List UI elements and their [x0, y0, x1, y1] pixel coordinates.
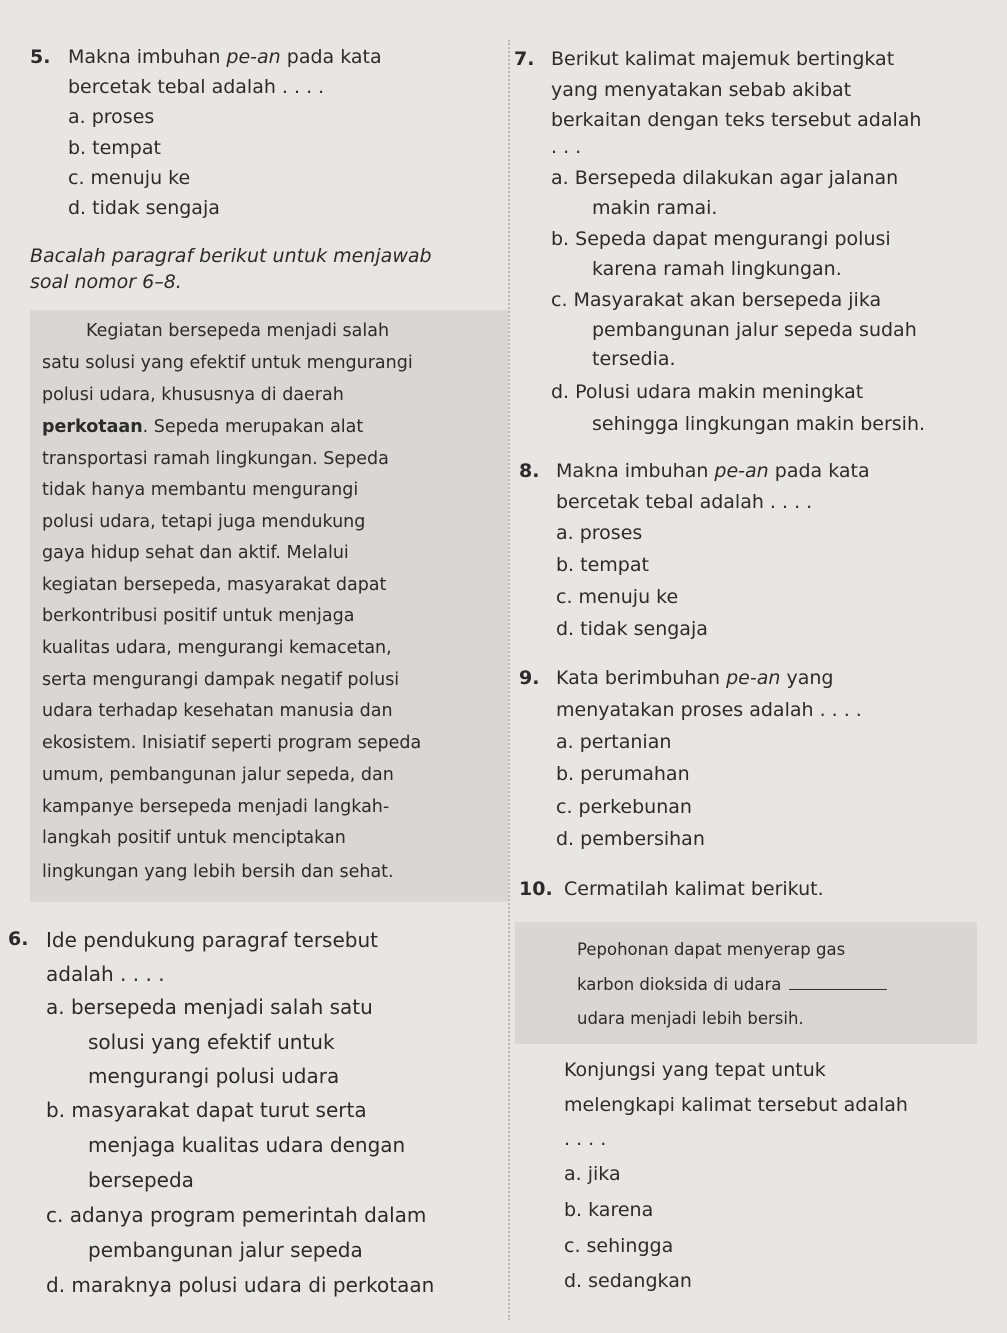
q10-stem-line1: Cermatilah kalimat berikut.	[564, 878, 824, 900]
passage-line: ekosistem. Inisiatif seperti program sepeda	[42, 733, 422, 753]
q10-box-line3: udara menjadi lebih bersih.	[577, 1009, 804, 1028]
q10-stem-line2: Konjungsi yang tepat untuk	[564, 1059, 826, 1081]
q6-option-a[interactable]: a. bersepeda menjadi salah satu	[46, 995, 373, 1019]
q5-stem-line1	[68, 46, 382, 68]
q5-stem-line2: bercetak tebal adalah . . . .	[68, 76, 325, 98]
q10-option-a[interactable]: a. jika	[564, 1163, 621, 1185]
q7-stem-line2: yang menyatakan sebab akibat	[551, 79, 852, 101]
q6-stem-line1: Ide pendukung paragraf tersebut	[46, 928, 378, 952]
passage-line: kegiatan bersepeda, masyarakat dapat	[42, 575, 387, 595]
column-divider	[508, 40, 510, 1320]
q5-option-d[interactable]: d. tidak sengaja	[68, 197, 220, 219]
q10-box-line2-text: karbon dioksida di udara	[577, 975, 782, 994]
passage-line: udara terhadap kesehatan manusia dan	[42, 701, 393, 721]
q10-blank-field[interactable]	[789, 989, 887, 990]
q8-stem-italic: pe-an	[714, 460, 769, 482]
instruction-line1: Bacalah paragraf berikut untuk menjawab	[30, 245, 432, 267]
q8-option-b[interactable]: b. tempat	[556, 554, 649, 576]
passage-line: satu solusi yang efektif untuk mengurangi	[42, 353, 413, 373]
q9-stem-line1	[556, 667, 833, 689]
q5-option-a[interactable]: a. proses	[68, 106, 155, 128]
reading-passage	[30, 310, 508, 902]
q5-option-b[interactable]: b. tempat	[68, 137, 161, 159]
q9-stem-italic: pe-an	[726, 667, 781, 689]
passage-bold-word: perkotaan	[42, 417, 143, 437]
q6-number: 6.	[8, 928, 29, 950]
q10-box-line1: Pepohonan dapat menyerap gas	[577, 940, 846, 959]
passage-line-rest: . Sepeda merupakan alat	[142, 417, 364, 437]
q6-option-b[interactable]: b. masyarakat dapat turut serta	[46, 1098, 367, 1122]
q7-option-c-cont: tersedia.	[592, 348, 676, 370]
q8-number: 8.	[519, 460, 540, 482]
q6-option-b-cont: menjaga kualitas udara dengan	[88, 1133, 406, 1157]
q10-box-line2	[577, 975, 887, 994]
q9-stem-line2: menyatakan proses adalah . . . .	[556, 699, 862, 721]
q8-option-c[interactable]: c. menuju ke	[556, 586, 679, 608]
q10-sentence-box	[515, 922, 977, 1044]
passage-line: gaya hidup sehat dan aktif. Melalui	[42, 543, 349, 563]
q10-option-c[interactable]: c. sehingga	[564, 1235, 674, 1257]
passage-line: Kegiatan bersepeda menjadi salah	[86, 321, 390, 341]
q10-option-b[interactable]: b. karena	[564, 1199, 654, 1221]
passage-line	[42, 417, 363, 437]
q6-option-a-cont: mengurangi polusi udara	[88, 1064, 340, 1088]
q9-number: 9.	[519, 667, 540, 689]
q8-stem-line1	[556, 460, 870, 482]
q10-stem-line3: melengkapi kalimat tersebut adalah	[564, 1094, 908, 1116]
passage-line: tidak hanya membantu mengurangi	[42, 480, 359, 500]
q10-stem-line4: . . . .	[564, 1128, 607, 1150]
q5-option-c[interactable]: c. menuju ke	[68, 167, 191, 189]
q5-stem-a: Makna imbuhan	[68, 46, 227, 68]
q7-stem-line3: berkaitan dengan teks tersebut adalah	[551, 109, 922, 131]
q10-option-d[interactable]: d. sedangkan	[564, 1270, 692, 1292]
q7-stem-line1: Berikut kalimat majemuk bertingkat	[551, 48, 895, 70]
q8-stem-line2: bercetak tebal adalah . . . .	[556, 491, 813, 513]
passage-line: kampanye bersepeda menjadi langkah-	[42, 797, 390, 817]
q8-stem-a: Makna imbuhan	[556, 460, 715, 482]
q7-option-d-cont: sehingga lingkungan makin bersih.	[592, 413, 926, 435]
q6-option-c[interactable]: c. adanya program pemerintah dalam	[46, 1203, 427, 1227]
q7-option-a-cont: makin ramai.	[592, 197, 718, 219]
q9-option-b[interactable]: b. perumahan	[556, 763, 690, 785]
q7-stem-line4: . . .	[551, 136, 582, 158]
q7-option-b[interactable]: b. Sepeda dapat mengurangi polusi	[551, 228, 891, 250]
q9-stem-b: yang	[780, 667, 834, 689]
q8-stem-b: pada kata	[768, 460, 870, 482]
q8-option-d[interactable]: d. tidak sengaja	[556, 618, 708, 640]
q6-option-c-cont: pembangunan jalur sepeda	[88, 1238, 363, 1262]
q6-stem-line2: adalah . . . .	[46, 962, 165, 986]
q5-number: 5.	[30, 46, 51, 68]
passage-line: berkontribusi positif untuk menjaga	[42, 606, 355, 626]
instruction-line2: soal nomor 6–8.	[30, 271, 182, 293]
q6-option-b-cont: bersepeda	[88, 1168, 194, 1192]
q7-option-a[interactable]: a. Bersepeda dilakukan agar jalanan	[551, 167, 899, 189]
passage-line: kualitas udara, mengurangi kemacetan,	[42, 638, 392, 658]
passage-line: umum, pembangunan jalur sepeda, dan	[42, 765, 394, 785]
q9-stem-a: Kata berimbuhan	[556, 667, 727, 689]
passage-line: polusi udara, khususnya di daerah	[42, 385, 344, 405]
q9-option-a[interactable]: a. pertanian	[556, 731, 672, 753]
q10-number: 10.	[519, 878, 553, 900]
q8-option-a[interactable]: a. proses	[556, 522, 643, 544]
q6-option-d[interactable]: d. maraknya polusi udara di perkotaan	[46, 1273, 435, 1297]
passage-line: serta mengurangi dampak negatif polusi	[42, 670, 400, 690]
passage-line: transportasi ramah lingkungan. Sepeda	[42, 449, 389, 469]
q9-option-d[interactable]: d. pembersihan	[556, 828, 705, 850]
passage-line: polusi udara, tetapi juga mendukung	[42, 512, 366, 532]
passage-line: lingkungan yang lebih bersih dan sehat.	[42, 862, 394, 882]
q7-option-b-cont: karena ramah lingkungan.	[592, 258, 842, 280]
q7-option-c[interactable]: c. Masyarakat akan bersepeda jika	[551, 289, 882, 311]
q7-option-c-cont: pembangunan jalur sepeda sudah	[592, 319, 917, 341]
passage-line: langkah positif untuk menciptakan	[42, 828, 346, 848]
q5-stem-italic: pe-an	[226, 46, 281, 68]
q6-option-a-cont: solusi yang efektif untuk	[88, 1030, 335, 1054]
q9-option-c[interactable]: c. perkebunan	[556, 796, 692, 818]
q7-number: 7.	[514, 48, 535, 70]
q5-stem-b: pada kata	[280, 46, 382, 68]
q7-option-d[interactable]: d. Polusi udara makin meningkat	[551, 381, 864, 403]
